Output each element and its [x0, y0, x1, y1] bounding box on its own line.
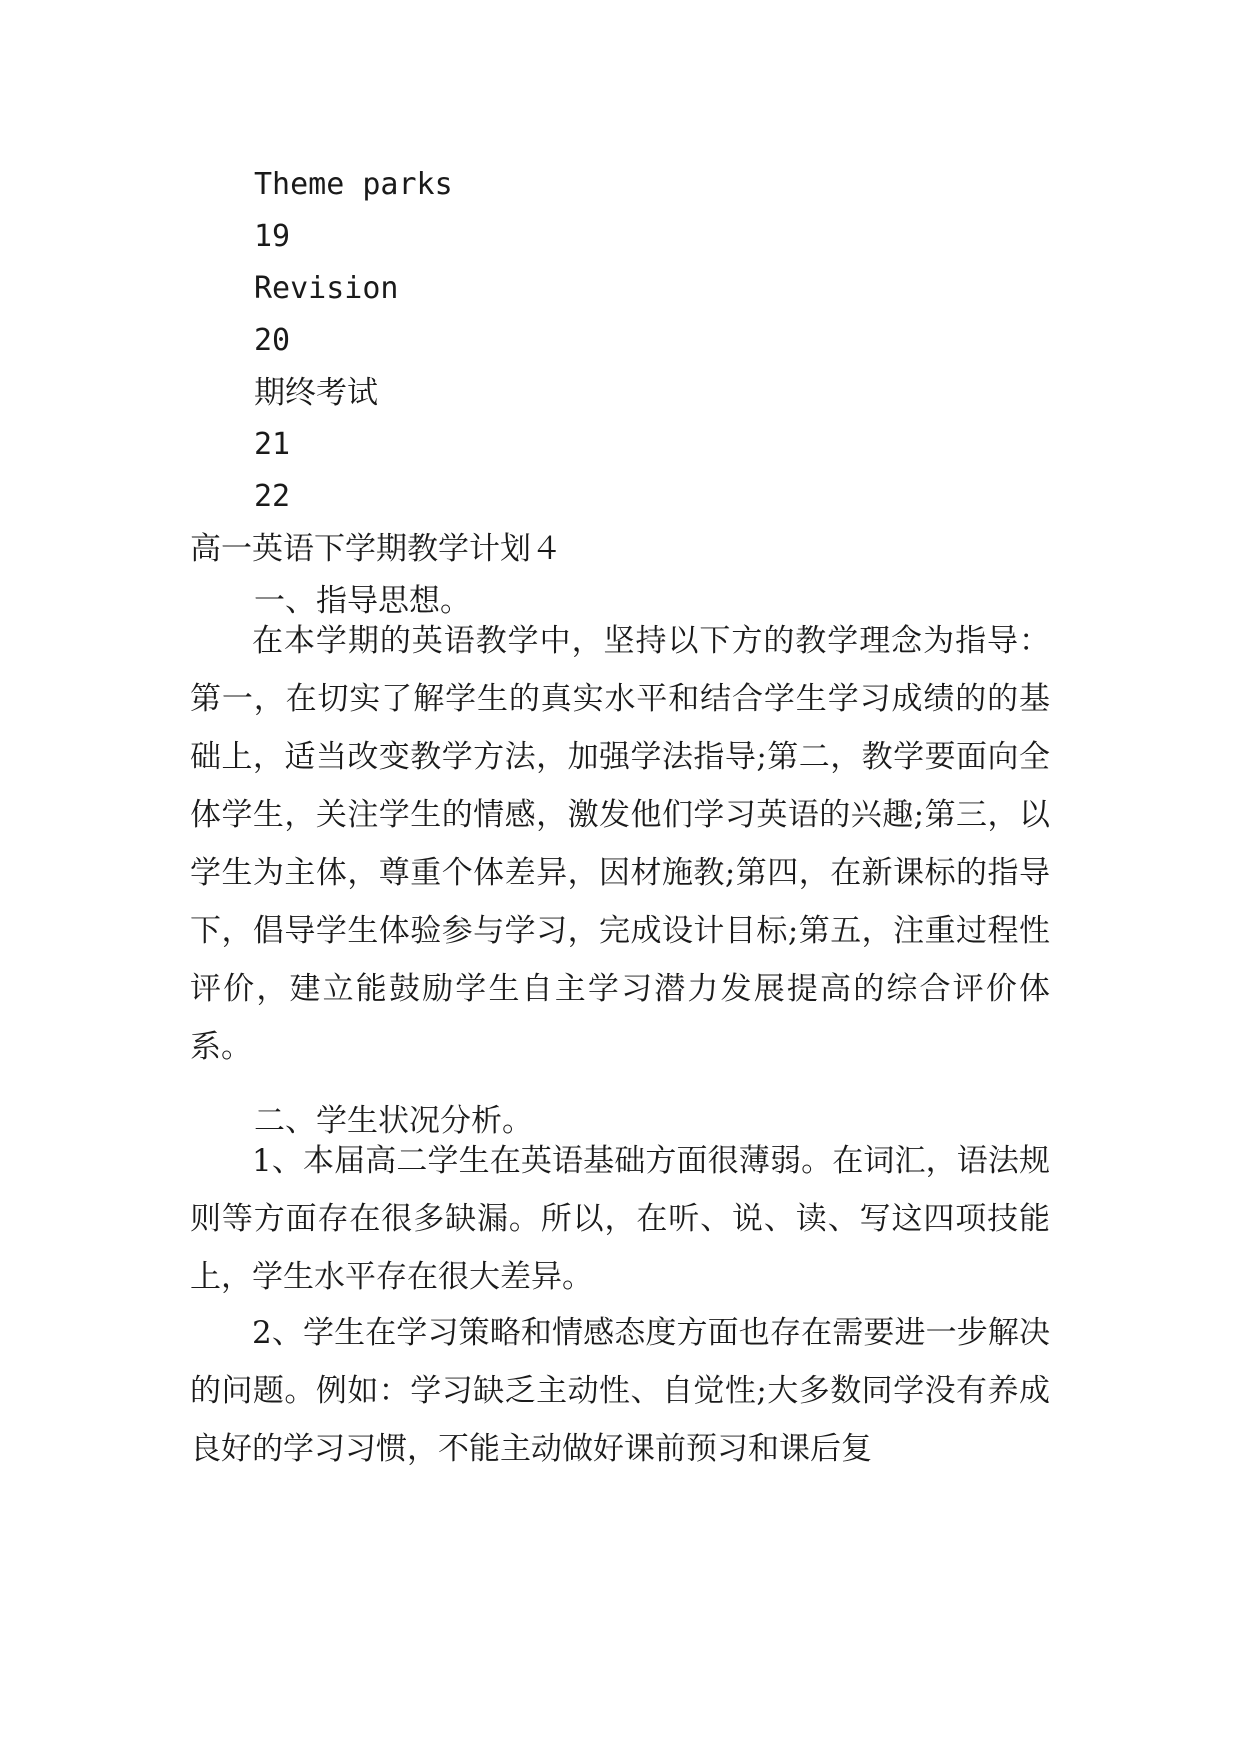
schedule-item: Theme parks — [254, 167, 453, 202]
schedule-item: 19 — [254, 219, 291, 254]
paragraph: 2、学生在学习策略和情感态度方面也存在需要进一步解决的问题。例如：学习缺乏主动性、自觉性;大多数同学没有养成良好的学习习惯，不能主动做好课前预习和课后复 — [190, 1315, 1050, 1467]
paragraph: 1、本届高二学生在英语基础方面很薄弱。在词汇，语法规则等方面存在很多缺漏。所以，在听、说、读、写这四项技能上，学生水平存在很大差异。 — [190, 1143, 1050, 1295]
schedule-item: Revision — [254, 271, 399, 306]
schedule-item: 20 — [254, 323, 291, 358]
section-title: 高一英语下学期教学计划４ — [190, 531, 562, 567]
schedule-item: 22 — [254, 479, 291, 514]
schedule-item: 期终考试 — [254, 375, 378, 411]
schedule-item: 21 — [254, 427, 291, 462]
section-heading: 一、指导思想。 — [254, 583, 471, 619]
paragraph: 在本学期的英语教学中，坚持以下方的教学理念为指导：第一，在切实了解学生的真实水平和结合学生学习成绩的的基础上，适当改变教学方法，加强学法指导;第二，教学要面向全体学生，关注学生的情感，激发他们学习英语的兴趣;第三，以学生为主体，尊重个体差异，因材施教;第四，在新课标的指导下，倡导学生体验参与学习，完成设计目标;第五，注重过程性评价，建立能鼓励学生自主学习潜力发展提高的综合评价体系。 — [190, 623, 1050, 1065]
section-heading: 二、学生状况分析。 — [254, 1103, 533, 1139]
